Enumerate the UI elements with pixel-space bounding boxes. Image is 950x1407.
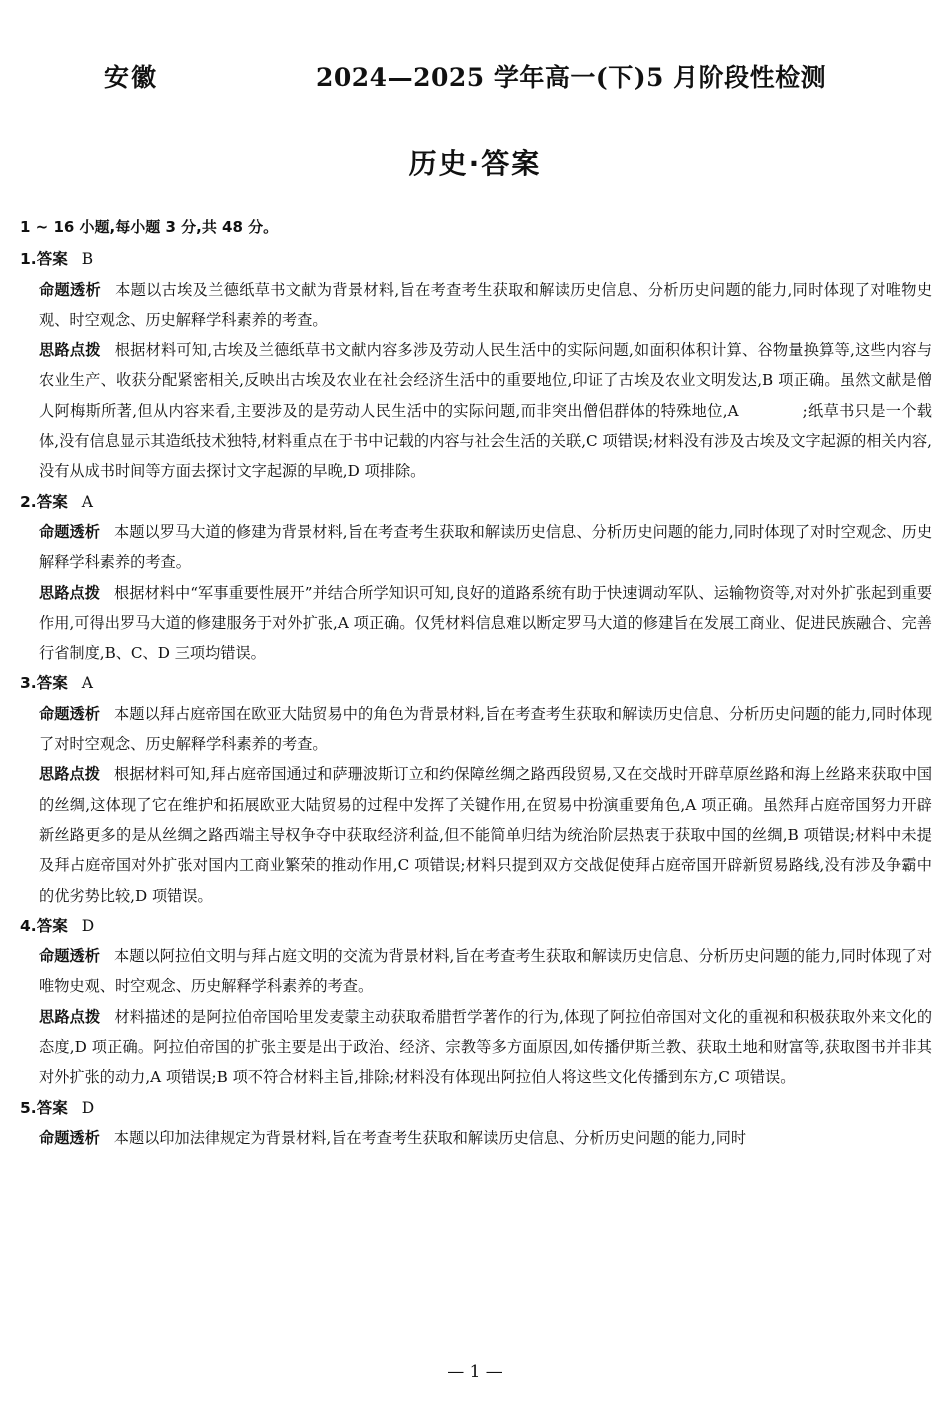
question-number: 2. xyxy=(20,492,37,511)
intent-paragraph xyxy=(20,699,932,760)
question-number: 3. xyxy=(20,674,37,693)
intent-text: 本题以印加法律规定为背景材料,旨在考查考生获取和解读历史信息、分析历史问题的能力,同时 xyxy=(113,1128,747,1147)
approach-text-continued: ;纸草书只是一个载体,没有信息显示其造纸技术独特,材料重点在于书中记载的内容与社会生活的关联,C 项错误;材料没有涉及古埃及文字起源的相关内容,没有从成书时间等方面去探讨文字起源的早晚,D 项排除。 xyxy=(39,401,932,481)
intent-paragraph xyxy=(20,517,932,578)
intent-label: 命题透析 xyxy=(39,704,101,723)
answer-content xyxy=(20,212,932,1153)
approach-text: 根据材料可知,古埃及兰德纸草书文献内容多涉及劳动人民生活中的实际问题,如面积体积计算、谷物量换算等,这些内容与农业生产、收获分配紧密相关,反映出古埃及农业在社会经济生活中的重要地位,印证了古埃及农业文明发达,B 项正确。虽然文献是僧人阿梅斯所著,但从内容来看,主要涉及的是劳动人民生活中的实际问题,而非突出僧侣群体的特殊地位,A xyxy=(39,341,933,420)
answer-label: 答案 xyxy=(36,916,68,935)
subject-title: 历史·答案 xyxy=(408,147,542,180)
intent-text: 本题以拜占庭帝国在欧亚大陆贸易中的角色为背景材料,旨在考查考生获取和解读历史信息、分析历史问题的能力,同时体现了对时空观念、历史解释学科素养的考查。 xyxy=(39,704,933,754)
approach-label: 思路点拨 xyxy=(39,1007,101,1026)
approach-label: 思路点拨 xyxy=(39,341,101,360)
intent-text: 本题以古埃及兰德纸草书文献为背景材料,旨在考查考生获取和解读历史信息、分析历史问题的能力,同时体现了对唯物史观、时空观念、历史解释学科素养的考查。 xyxy=(39,280,933,329)
page-number: — 1 — xyxy=(447,1362,503,1382)
question-block xyxy=(20,1093,932,1154)
answer-label: 答案 xyxy=(36,492,68,511)
intent-label: 命题透析 xyxy=(39,1128,100,1147)
approach-paragraph xyxy=(20,335,932,486)
question-header xyxy=(20,1093,932,1123)
question-block xyxy=(20,911,932,1093)
approach-text: 根据材料中“军事重要性展开”并结合所学知识可知,良好的道路系统有助于快速调动军队、运输物资等,对对外扩张起到重要作用,可得出罗马大道的修建服务于对外扩张,A 项正确。仅凭材料信息难以断定罗马大道的修建旨在发展工商业、促进民族融合、完善行省制度,B、C、D 三项均错误。 xyxy=(39,583,933,663)
exam-title: 2024—2025 学年高一(下)5 月阶段性检测 xyxy=(316,63,827,92)
answer-label: 答案 xyxy=(36,674,68,693)
header xyxy=(0,58,950,102)
approach-text: 材料描述的是阿拉伯帝国哈里发麦蒙主动获取希腊哲学著作的行为,体现了阿拉伯帝国对文化的重视和积极获取外来文化的态度,D 项正确。阿拉伯帝国的扩张主要是出于政治、经济、宗教等多方面原因,如传播伊斯兰教、获取土地和财富等,获取图书并非其对外扩张的动力,A 项错误;B 项不符合材料主旨,排除;材料没有体现出阿拉伯人将这些文化传播到东方,C 项错误。 xyxy=(39,1007,933,1087)
approach-text: 根据材料可知,拜占庭帝国通过和萨珊波斯订立和约保障丝绸之路西段贸易,又在交战时开辟草原丝路和海上丝路来获取中国的丝绸,这体现了它在维护和拓展欧亚大陆贸易的过程中发挥了关键作用,在贸易中扮演重要角色,A 项正确。虽然拜占庭帝国努力开辟新丝路更多的是从丝绸之路西端主导权争夺中获取经济利益,但不能简单归结为统治阶层热衷于获取中国的丝绸,B 项错误;材料中未提及拜占庭帝国对外扩张对国内工商业繁荣的推动作用,C 项错误;材料只提到双方交战促使拜占庭帝国开辟新贸易路线,没有涉及争霸中的优劣势比较,D 项错误。 xyxy=(39,765,933,905)
answer-value: D xyxy=(81,1098,95,1117)
answer-value: D xyxy=(81,916,95,935)
approach-label: 思路点拨 xyxy=(39,765,101,784)
intent-text: 本题以罗马大道的修建为背景材料,旨在考查考生获取和解读历史信息、分析历史问题的能力,同时体现了对时空观念、历史解释学科素养的考查。 xyxy=(39,522,933,572)
answer-value: A xyxy=(81,674,93,693)
intent-label: 命题透析 xyxy=(39,280,102,299)
approach-paragraph xyxy=(20,759,932,910)
approach-paragraph xyxy=(20,1002,932,1093)
answer-label: 答案 xyxy=(36,250,68,269)
question-header xyxy=(20,668,932,698)
intent-label: 命题透析 xyxy=(39,522,101,541)
question-header xyxy=(20,244,932,274)
intent-text: 本题以阿拉伯文明与拜占庭文明的交流为背景材料,旨在考查考生获取和解读历史信息、分析历史问题的能力,同时体现了对唯物史观、时空观念、历史解释学科素养的考查。 xyxy=(39,947,933,996)
region-label: 安徽 xyxy=(104,63,159,92)
question-number: 1. xyxy=(20,250,37,269)
answer-label: 答案 xyxy=(36,1098,68,1117)
question-number: 5. xyxy=(20,1098,37,1117)
approach-label: 思路点拨 xyxy=(39,583,100,602)
section-intro: 1 ~ 16 小题,每小题 3 分,共 48 分。 xyxy=(20,218,279,236)
intent-paragraph xyxy=(20,275,932,336)
intent-paragraph xyxy=(20,941,932,1002)
approach-paragraph xyxy=(20,578,932,669)
question-number: 4. xyxy=(20,916,37,935)
answer-value: A xyxy=(81,492,93,511)
question-block xyxy=(20,668,932,910)
answer-value: B xyxy=(81,250,94,269)
intent-paragraph xyxy=(20,1123,932,1153)
question-block xyxy=(20,487,932,669)
intent-label: 命题透析 xyxy=(39,947,101,966)
question-header xyxy=(20,487,932,517)
question-header xyxy=(20,911,932,941)
question-block xyxy=(20,244,932,486)
